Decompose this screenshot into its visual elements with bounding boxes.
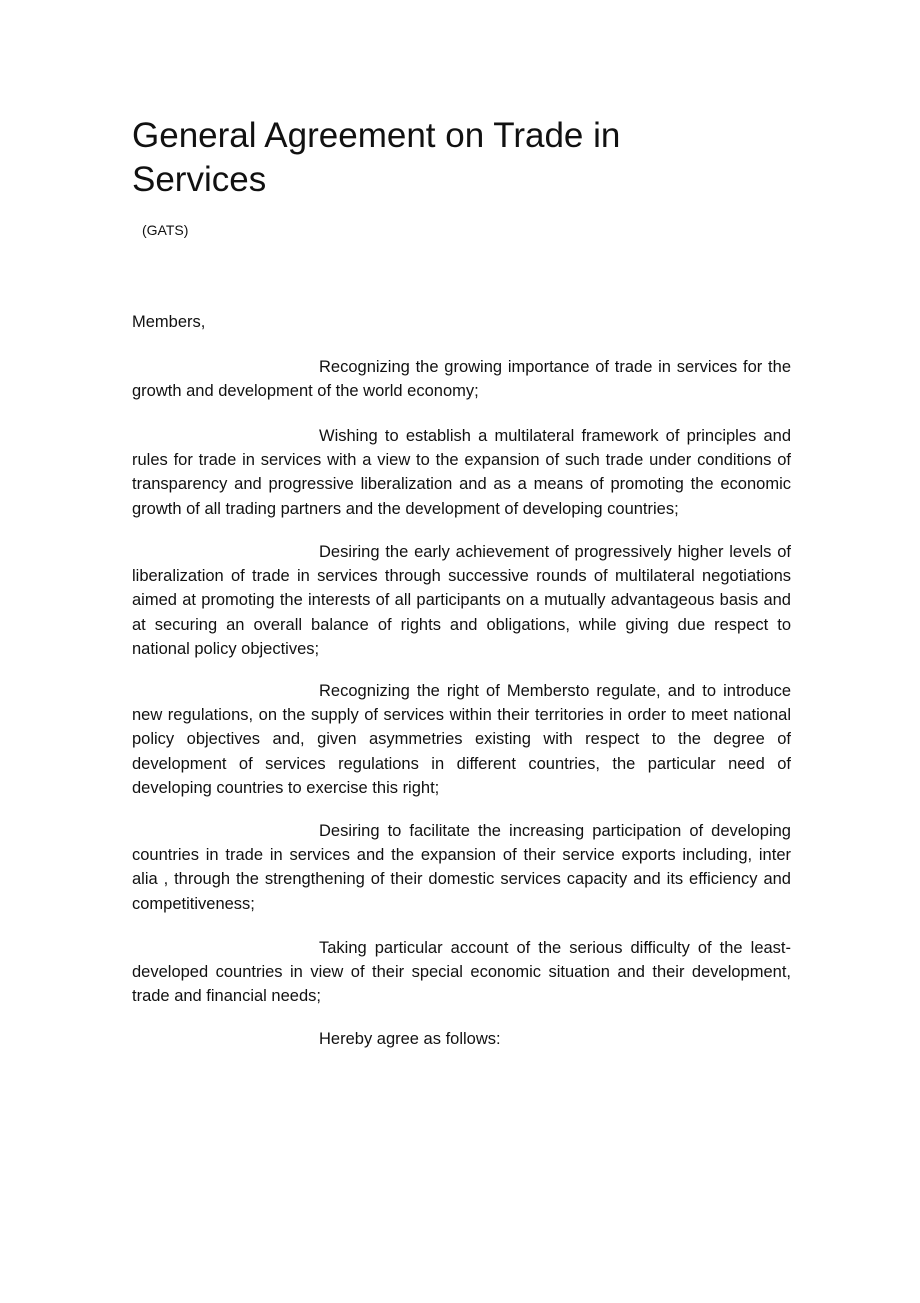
preamble-paragraph: Desiring to facilitate the increasing participation of developing countries in trade in services and the expansion of their service exports including, inter alia , through the strengthening of their domestic services capacity and its efficiency and competitiveness;	[132, 822, 791, 913]
preamble-paragraph: Wishing to establish a multilateral framework of principles and rules for trade in services with a view to the expansion of such trade under conditions of transparency and progressive liberalization and as a means of promoting the economic growth of all trading partners and the development of developing countries;	[132, 427, 791, 518]
preamble-paragraph: Taking particular account of the serious difficulty of the least-developed countries in view of their special economic situation and their development, trade and financial needs;	[132, 939, 791, 1006]
preamble-paragraph: Recognizing the right of Membersto regulate, and to introduce new regulations, on the supply of services within their territories in order to meet national policy objectives and, given asymmetries existing with respect to the degree of development of services regulations in different countries, the particular need of developing countries to exercise this right;	[132, 682, 791, 797]
document-abbreviation: (GATS)	[142, 222, 189, 238]
salutation: Members,	[132, 313, 206, 331]
document-title: General Agreement on Trade in Services	[132, 116, 621, 199]
closing-statement: Hereby agree as follows:	[319, 1030, 501, 1048]
preamble-paragraph: Desiring the early achievement of progressively higher levels of liberalization of trade in services through successive rounds of multilateral negotiations aimed at promoting the interests of all participants on a mutually advantageous basis and at securing an overall balance of rights and obligations, while giving due respect to national policy objectives;	[132, 543, 791, 658]
preamble-paragraph: Recognizing the growing importance of trade in services for the growth and development of the world economy;	[132, 358, 791, 401]
